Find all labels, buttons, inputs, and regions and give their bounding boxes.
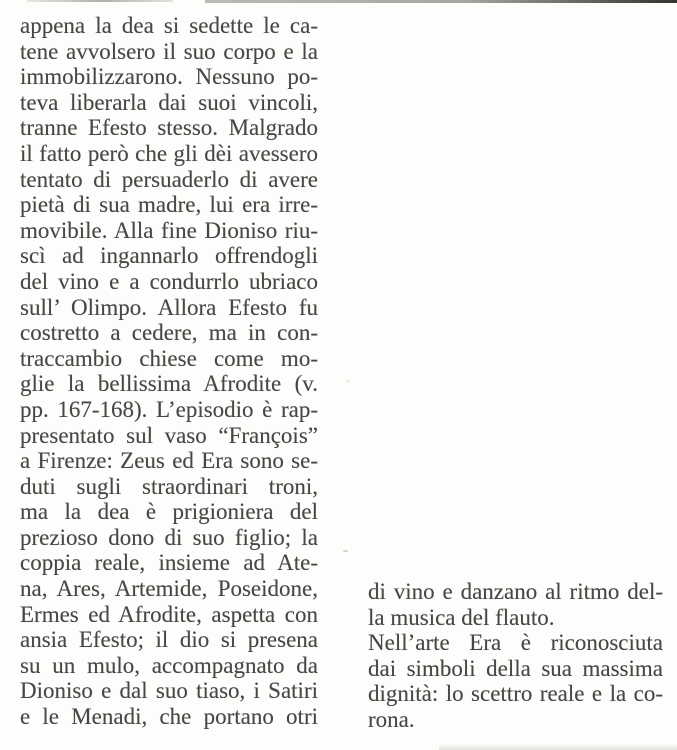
- text-line: la musica del flauto.: [368, 604, 555, 630]
- text-line: Nell’arte Era è riconosciuta: [368, 630, 663, 656]
- text-line: presentato sul vaso “François”: [20, 422, 318, 448]
- text-line: teva liberarla dai suoi vincoli,: [20, 89, 318, 115]
- text-line: tene avvolsero il suo corpo e la: [20, 38, 318, 64]
- scan-artifact-top-edge-right: [205, 0, 677, 3]
- text-line: di vino e danzano al ritmo del-: [368, 579, 663, 604]
- left-text-column: [20, 13, 318, 730]
- text-line: dignità: lo scettro reale e la co-: [368, 681, 663, 707]
- text-line: traccambio chiese come mo-: [20, 345, 318, 371]
- text-line: rona.: [368, 706, 415, 732]
- text-line: su un mulo, accompagnato da: [20, 652, 318, 678]
- right-text-column: [368, 579, 663, 733]
- text-line: il fatto però che gli dèi avessero: [20, 140, 318, 166]
- text-line: immobilizzarono. Nessuno po-: [20, 64, 318, 90]
- text-line: a Firenze: Zeus ed Era sono se-: [20, 448, 318, 474]
- text-line: glie la bellissima Afrodite (v.: [20, 371, 318, 397]
- text-line: Dioniso e dal suo tiaso, i Satiri: [20, 678, 318, 704]
- scan-artifact-top-edge-left: [27, 0, 173, 2]
- text-line: sull’ Olimpo. Allora Efesto fu: [20, 294, 318, 320]
- text-line: dai simboli della sua massima: [368, 655, 663, 681]
- text-line: coppia reale, insieme ad Ate-: [20, 550, 318, 576]
- text-line: prezioso dono di suo figlio; la: [20, 524, 318, 550]
- text-line: duti sugli straordinari troni,: [20, 473, 318, 499]
- text-line: Ermes ed Afrodite, aspetta con: [20, 601, 318, 627]
- text-line: ansia Efesto; il dio si presena: [20, 627, 318, 653]
- scan-artifact-bottom-shadow: [439, 744, 677, 750]
- text-line: del vino e a condurrlo ubriaco: [20, 268, 318, 294]
- scan-speck: [343, 550, 348, 552]
- text-line: e le Menadi, che portano otri: [20, 704, 318, 730]
- text-line: pp. 167-168). L’episodio è rap-: [20, 396, 318, 422]
- text-line: movibile. Alla fine Dioniso riu-: [20, 217, 318, 243]
- text-line: pietà di sua madre, lui era irre-: [20, 192, 318, 218]
- text-line: appena la dea si sedette le ca-: [20, 13, 318, 38]
- text-line: ma la dea è prigioniera del: [20, 499, 318, 525]
- text-line: scì ad ingannarlo offrendogli: [20, 243, 318, 269]
- text-line: tranne Efesto stesso. Malgrado: [20, 115, 318, 141]
- text-line: tentato di persuaderlo di avere: [20, 166, 318, 192]
- text-line: na, Ares, Artemide, Poseidone,: [20, 576, 318, 602]
- text-line: costretto a cedere, ma in con-: [20, 320, 318, 346]
- scan-speck: [347, 380, 350, 382]
